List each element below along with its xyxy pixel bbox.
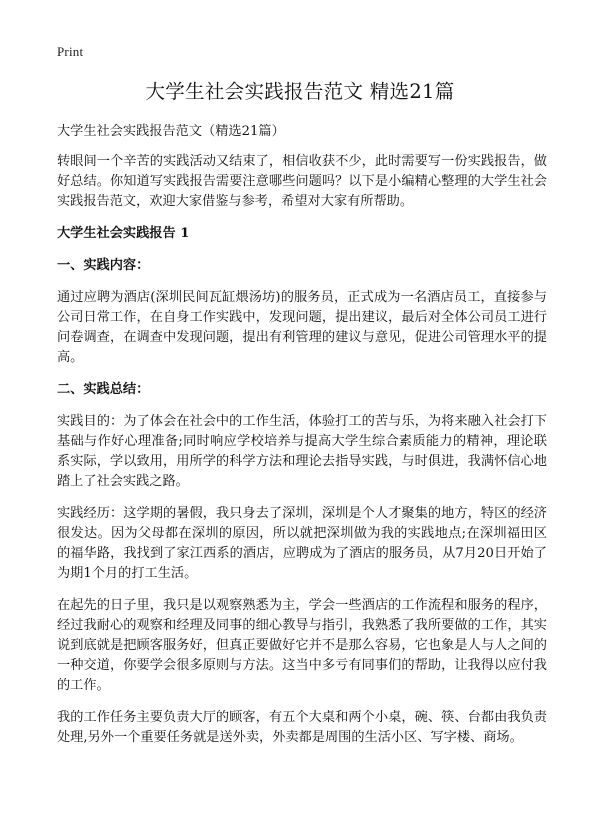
section-heading-practice-content: 一、实践内容： [57, 258, 150, 273]
document-body [57, 122, 547, 760]
summary-paragraph-purpose: 实践目的：为了体会在社会中的工作生活，体验打工的苦与乐，为将来融入社会打下基础与作好心理准备;同时响应学校培养与提高大学生综合素质能力的精神，理论联系实际，学以致用，用所学的科学方法和理论去指导实践，与时俱进，我满怀信心地踏上了社会实践之路。 [57, 414, 547, 489]
report-heading: 大学生社会实践报告 1 [57, 226, 190, 241]
summary-paragraph-early-days: 在起先的日子里，我只是以观察熟悉为主，学会一些酒店的工作流程和服务的程序，经过我耐心的观察和经理及同事的细心教导与指引，我熟悉了我所要做的工作，其实说到底就是把顾客服务好，但真正要做好它并不是那么容易，它也象是人与人之间的一种交道，你要学会很多原则与方法。这当中多亏有同事们的帮助，让我得以应付我的工作。 [57, 598, 547, 693]
summary-paragraph-tasks: 我的工作任务主要负责大厅的顾客，有五个大桌和两个小桌，碗、筷、台都由我负责处理,另外一个重要任务就是送外卖，外卖都是周围的生活小区、写字楼、商场。 [57, 710, 547, 745]
section-heading-practice-summary: 二、实践总结： [57, 382, 150, 397]
document-title: 大学生社会实践报告范文 精选21篇 [145, 80, 455, 103]
intro-paragraph: 转眼间一个辛苦的实践活动又结束了，相信收获不少，此时需要写一份实践报告，做好总结。你知道写实践报告需要注意哪些问题吗？以下是小编精心整理的大学生社会实践报告范文，欢迎大家借鉴与参考，希望对大家有所帮助。 [57, 154, 547, 209]
print-link[interactable]: Print [57, 44, 84, 59]
document-subtitle: 大学生社会实践报告范文（精选21篇） [57, 124, 285, 139]
summary-paragraph-experience: 实践经历：这学期的暑假，我只身去了深圳，深圳是个人才聚集的地方，特区的经济很发达。因为父母都在深圳的原因，所以就把深圳做为我的实践地点;在深圳福田区的福华路，我找到了家江西系的酒店，应聘成为了酒店的服务员，从7月20日开始了为期1个月的打工生活。 [57, 506, 547, 581]
practice-content-paragraph: 通过应聘为酒店(深圳民间瓦缸煨汤坊)的服务员，正式成为一名酒店员工，直接参与公司日常工作，在自身工作实践中，发现问题，提出建议，最后对全体公司员工进行问卷调查，在调查中发现问题，提出有利管理的建议与意见，促进公司管理水平的提高。 [57, 290, 547, 365]
